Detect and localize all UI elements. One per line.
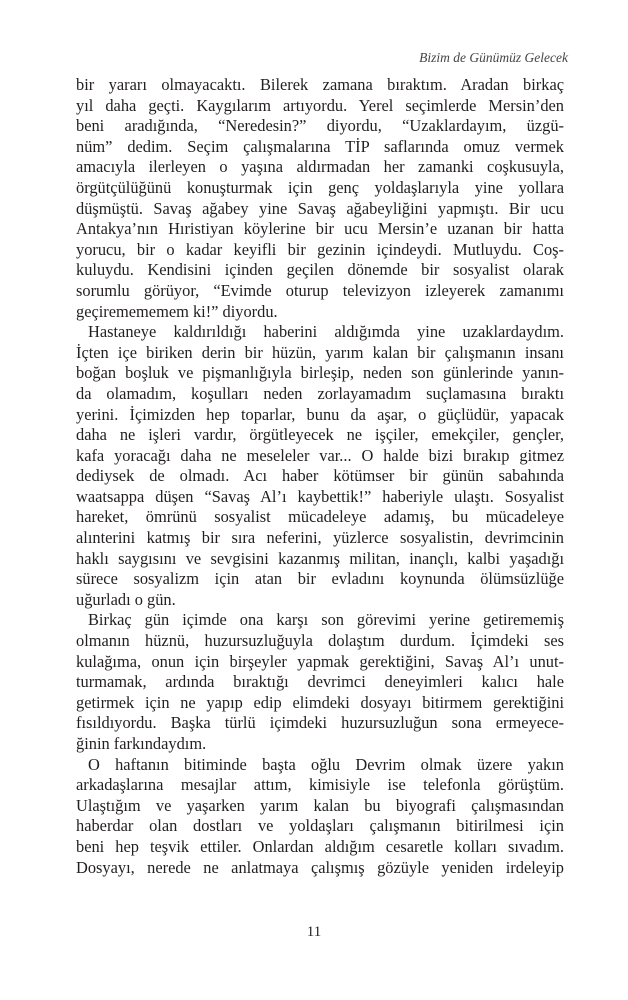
text-line: geçiremememem ki!” diyordu. bbox=[76, 301, 278, 321]
text-line: haklı saygısını ve sevgisini kazanmış militan, inançlı, kalbi yaşadığı bbox=[76, 548, 564, 568]
text-line: bir yararı olmayacaktı. Bilerek zamana bıraktım. Aradan birkaç bbox=[76, 75, 564, 94]
text-line: olmanın hüznü, huzursuzluğuyla dolaştım durdum. İçimdeki ses bbox=[76, 631, 564, 651]
text-line: kulağıma, onun için birşeyler yapmak gerektiğini, Savaş Al’ı unut- bbox=[76, 651, 564, 671]
text-line: İçten içe biriken derin bir hüzün, yarım kalan bir çalışmanın insanı bbox=[76, 342, 564, 362]
text-line: kafa yoracağı daha ne meseleler var... O halde bizi bırakıp gitmez bbox=[76, 445, 564, 465]
text-line: Birkaç gün içimde ona karşı son görevimi yerine getirememiş bbox=[88, 610, 564, 630]
text-line: fısıldıyordu. Başka türlü içimdeki huzursuzluğun sona ermeyece- bbox=[76, 713, 564, 733]
text-line: haberdar olan dostları ve yoldaşları çalışmanın bitirilmesi için bbox=[76, 816, 564, 836]
text-line: alınterini katmış bir sıra neferini, yüzlerce sosyalistin, devrimcinin bbox=[76, 528, 564, 548]
text-line: yıl daha geçti. Kaygılarım artıyordu. Yerel seçimlerde Mersin’den bbox=[76, 95, 564, 115]
text-line: Dosyayı, nerede ne anlatmaya çalışmış gözüyle yeniden irdeleyip bbox=[76, 857, 564, 877]
text-line: O haftanın bitiminde başta oğlu Devrim olmak üzere yakın bbox=[88, 754, 564, 774]
text-line: Hastaneye kaldırıldığı haberini aldığımda yine uzaklardaydım. bbox=[88, 322, 564, 342]
text-line: Antakya’nın Hıristiyan köylerine bir ucu Mersin’e uzanan bir hatta bbox=[76, 219, 564, 239]
text-line: yerini. İçimizden hep toparlar, bunu da aşar, o güçlüdür, yapacak bbox=[76, 404, 564, 424]
text-line: nüm” dedim. Seçim çalışmalarına TİP saflarında omuz vermek bbox=[76, 136, 564, 156]
text-line: sorumlu görüyor, “Evimde oturup televizyon izleyerek zamanımı bbox=[76, 280, 564, 300]
text-line: ğinin farkındaydım. bbox=[76, 734, 207, 753]
text-line: kuluydu. Kendisini içinden geçilen dönemde bir sosyalist olarak bbox=[76, 260, 564, 280]
text-line: sürece sosyalizm için atan bir evladını koynunda ölümsüzlüğe bbox=[76, 569, 564, 589]
text-line: dediysek de olmadı. Acı haber kötümser bir günün sabahında bbox=[76, 466, 564, 486]
text-line: uğurladı o gün. bbox=[76, 589, 176, 609]
text-line: waatsappa düşen “Savaş Al’ı kaybettik!” haberiyle ulaştı. Sosyalist bbox=[76, 486, 564, 506]
text-line: da olamadım, koşulları neden zorlayamadım suçlamasına bıraktı bbox=[76, 383, 564, 403]
body-text bbox=[76, 75, 564, 878]
text-line: örgütçülüğünü konuşturmak için genç yoldaşlarıyla yine yollara bbox=[76, 177, 564, 197]
text-line: beni aradığında, “Neredesin?” diyordu, “Uzaklardayım, üzgü- bbox=[76, 116, 564, 136]
text-line: yorucu, bir o kadar keyifli bir gezinin içindeydi. Mutluydu. Coş- bbox=[76, 239, 564, 259]
text-line: arkadaşlarına mesajlar attım, kimisiyle ise telefonla görüştüm. bbox=[76, 775, 564, 795]
text-line: amacıyla ilerleyen o yaşına aldırmadan her zamanki coşkusuyla, bbox=[76, 157, 564, 177]
text-line: hareket, ömrünü sosyalist mücadeleye adamış, bu mücadeleye bbox=[76, 507, 564, 527]
text-line: beni hep teşvik ettiler. Onlardan aldığım cesaretle kolları sıvadım. bbox=[76, 836, 564, 856]
text-line: Ulaştığım ve yaşarken yarım kalan bu biyografi çalışmasından bbox=[76, 795, 564, 815]
text-line: daha ne işleri vardır, örgütleyecek ne işçiler, emekçiler, gençler, bbox=[76, 425, 564, 445]
page-number: 11 bbox=[306, 924, 322, 940]
running-head: Bizim de Günümüz Gelecek bbox=[419, 50, 568, 65]
text-line: getirmek için ne yapıp edip elimdeki dosyayı bitirmem gerektiğini bbox=[76, 692, 564, 712]
text-line: düşmüştü. Savaş ağabey yine Savaş ağabeyliğini yapmıştı. Bir ucu bbox=[76, 198, 564, 218]
text-line: turmamak, ardında bıraktığı devrimci deneyimleri kalıcı hale bbox=[76, 672, 564, 692]
text-line: boğan boşluk ve pişmanlığıyla birleşip, neden son günlerinde yanın- bbox=[76, 363, 564, 383]
